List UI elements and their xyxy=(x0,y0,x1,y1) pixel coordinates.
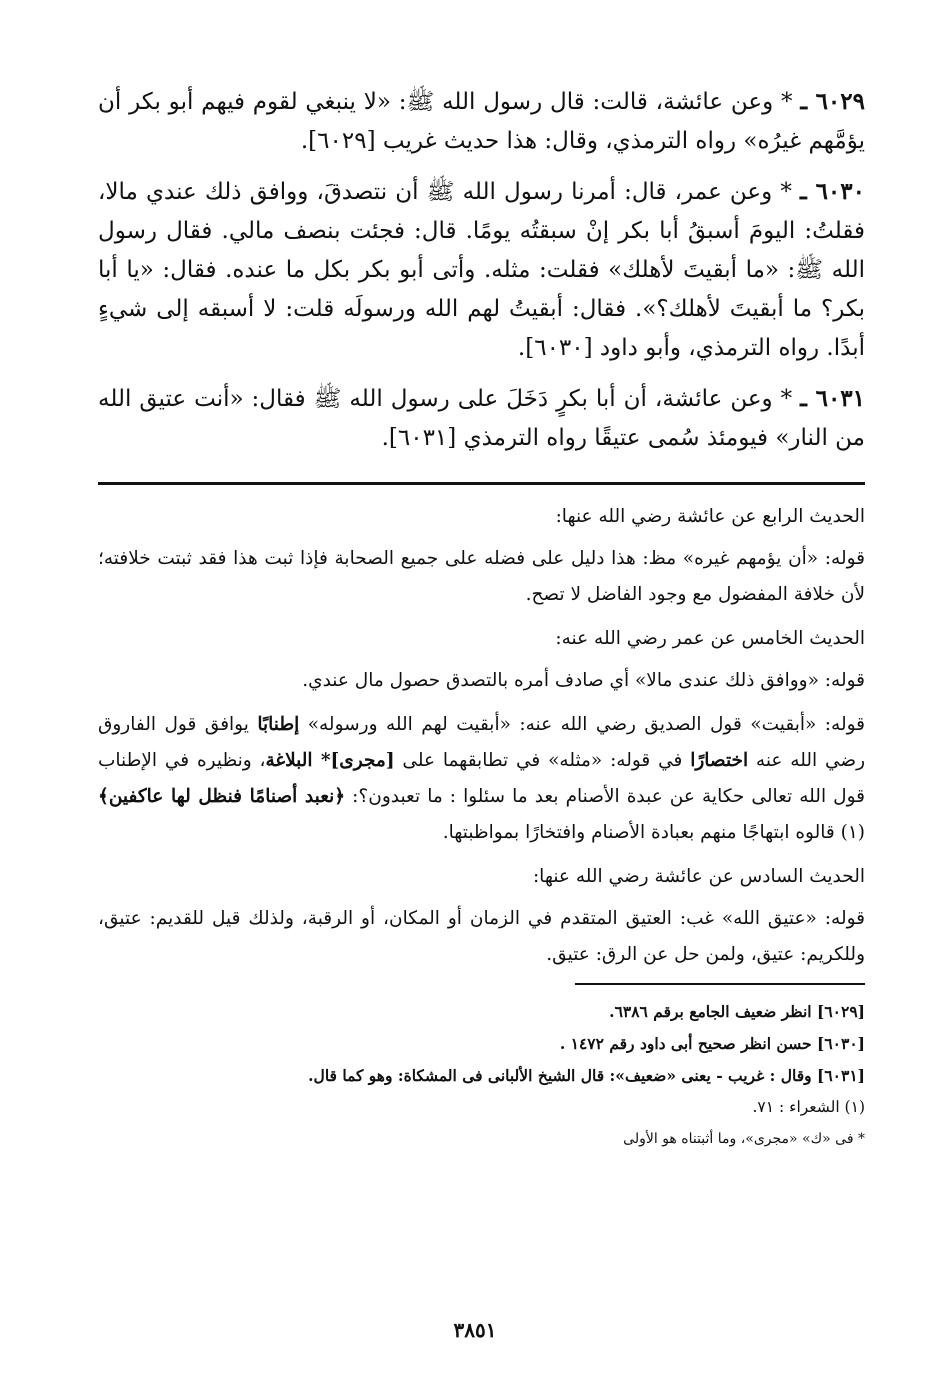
commentary-paragraph: قوله: «ووافق ذلك عندى مالا» أي صادف أمره بالتصدق حصول مال عندي. xyxy=(302,670,865,691)
commentary-paragraph: قوله: «أن يؤمهم غيره» مظ: هذا دليل على فضله على جميع الصحابة فإذا ثبت هذا فقد ثبتت خلافته؛ لأن خلافة المفضول مع وجود الفاضل لا تصح. xyxy=(98,548,865,605)
bold-term: إطنابًا xyxy=(257,714,300,735)
section-divider xyxy=(98,482,865,485)
hadith-text: * وعن عائشة، أن أبا بكرٍ دَخَلَ على رسول الله ﷺ فقال: «أنت عتيق الله من النار» فيومئذ سُمى عتيقًا رواه الترمذي [٦٠٣١]. xyxy=(98,386,865,451)
footnote-6030: [٦٠٣٠] حسن انظر صحيح أبى داود رقم ١٤٧٢ . xyxy=(559,1034,865,1053)
text-run: في قوله: «مثله» في تطابقهما على xyxy=(394,750,691,771)
text-run: ، ونظيره في الإطناب قول الله تعالى حكاية عن عبدة الأصنام بعد ما سئلوا : ما تعبدون؟: xyxy=(98,750,865,807)
page-number: ٣٨٥١ xyxy=(453,1318,497,1342)
footnote-6029: [٦٠٢٩] انظر ضعيف الجامع برقم ٦٣٨٦. xyxy=(609,1002,865,1021)
commentary-section xyxy=(98,499,865,973)
hadith-number: ٦٠٢٩ ـ xyxy=(800,88,865,115)
hadith-6030 xyxy=(98,172,865,368)
text-run: (١) قالوه ابتهاجًا منهم بعبادة الأصنام وافتخارًا بمواظبتها. xyxy=(442,822,865,843)
hadith-6029 xyxy=(98,82,865,161)
bold-term: [مجرى]* البلاغة xyxy=(265,750,395,771)
footnote-6031: [٦٠٣١] وقال : غريب - يعنى «ضعيف»: قال الشيخ الألبانى فى المشكاة: وهو كما قال. xyxy=(308,1066,865,1085)
commentary-paragraph: قوله: «عتيق الله» غب: العتيق المتقدم في الزمان أو المكان، أو الرقبة، ولذلك قيل للقديم: عتيق، وللكريم: عتيق، ولمن حل عن الرق: عتيق. xyxy=(98,908,865,965)
hadith-text: * وعن عائشة، قالت: قال رسول الله ﷺ: «لا ينبغي لقوم فيهم أبو بكر أن يؤمَّهم غيرُه» رواه الترمذي، وقال: هذا حديث غريب [٦٠٢٩]. xyxy=(98,89,865,154)
commentary-heading-4: الحديث الرابع عن عائشة رضي الله عنها: xyxy=(555,506,865,527)
hadith-number: ٦٠٣٠ ـ xyxy=(800,178,865,205)
hadith-number: ٦٠٣١ ـ xyxy=(800,385,866,412)
footnote-divider xyxy=(575,983,865,985)
footnote-1: (١) الشعراء : ٧١. xyxy=(752,1098,865,1116)
footnotes xyxy=(98,997,865,1154)
text-run: قوله: «أبقيت» قول الصديق رضي الله عنه: «أبقيت لهم الله ورسوله» xyxy=(299,714,865,735)
text-run: يوافق قول الفاروق رضي الله عنه xyxy=(98,714,866,771)
hadith-section xyxy=(98,82,865,458)
hadith-text: * وعن عمر، قال: أمرنا رسول الله ﷺ أن نتصدقَ، ووافق ذلك عندي مالا، فقلتُ: اليومَ أسبقُ أبا بكر إنْ سبقتُه يومًا. قال: فجئت بنصف مالي. فقال رسول الله ﷺ: «ما أبقيتَ لأهلك» فقلت: مثله. وأتى أبو بكر بكل ما عنده. فقال: «يا أبا بكر؟ ما أبقيتَ لأهلك؟». فقال: أبقيتُ لهم الله ورسولَه قلت: لا أسبقه إلى شيءٍ أبدًا. رواه الترمذي، وأبو داود [٦٠٣٠]. xyxy=(98,179,865,361)
bold-term: اختصارًا xyxy=(690,750,749,771)
commentary-paragraph xyxy=(98,707,865,851)
commentary-heading-6: الحديث السادس عن عائشة رضي الله عنها: xyxy=(532,866,865,887)
footnote-star: * فى «ك» «مجرى»، وما أثبتناه هو الأولى xyxy=(623,1131,865,1147)
commentary-heading-5: الحديث الخامس عن عمر رضي الله عنه: xyxy=(555,628,865,649)
quran-quote: ﴿نعبد أصنامًا فنظل لها عاكفين﴾ xyxy=(98,786,346,807)
hadith-6031 xyxy=(98,379,865,458)
